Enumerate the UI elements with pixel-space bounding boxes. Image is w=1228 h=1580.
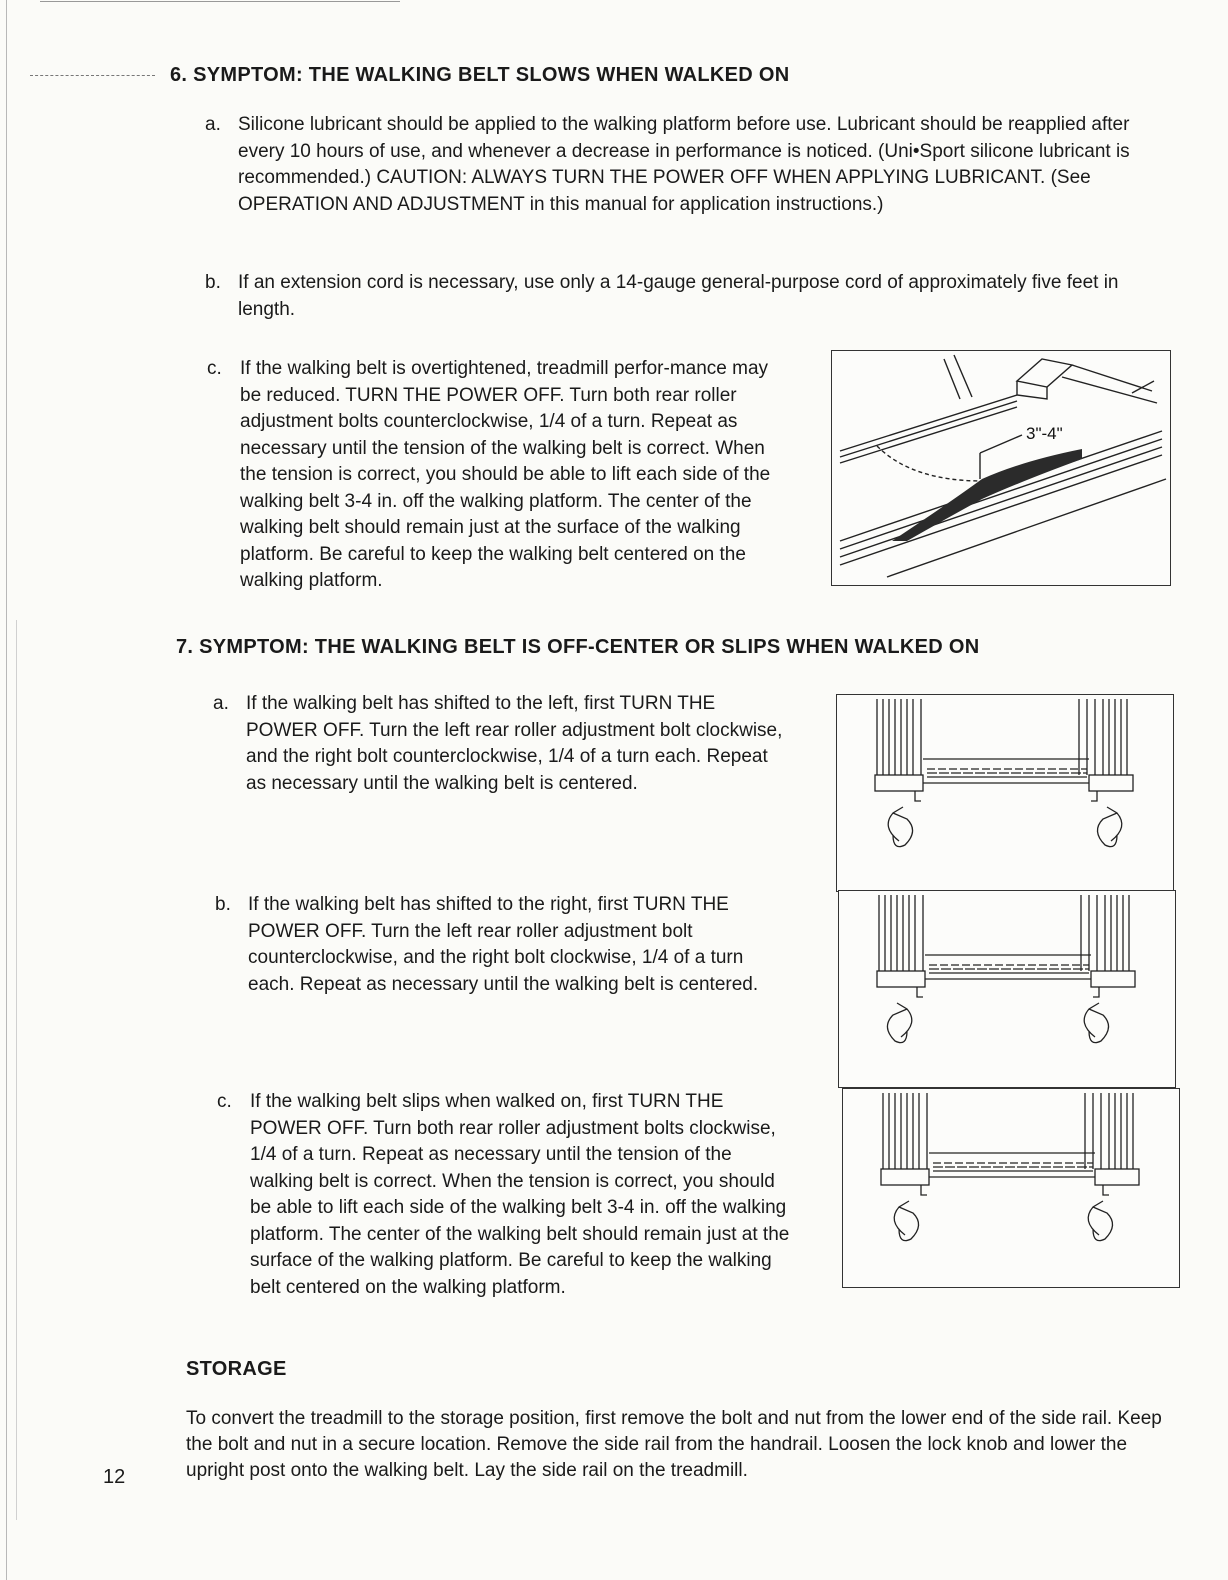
roller-adjust-figure-a — [836, 694, 1174, 892]
item-letter: b. — [205, 272, 221, 293]
item-letter: a. — [213, 693, 229, 714]
section-6-item-a — [205, 112, 1173, 218]
item-text: If the walking belt is overtightened, treadmill perfor-mance may be reduced. TURN THE POWER OFF. Turn both rear roller adjustment bolts counterclockwise, 1/4 of a turn. Repeat as necessary until the tension of the walking belt is correct. When the tension is correct, you should be able to lift each side of the walking belt 3-4 in. off the walking platform. The center of the walking belt should remain just at the surface of the walking platform. Be careful to keep the walking belt centered on the walking platform. — [240, 358, 771, 591]
section-7-item-a — [213, 691, 791, 797]
section-7-heading: 7. SYMPTOM: THE WALKING BELT IS OFF-CENTER OR SLIPS WHEN WALKED ON — [176, 636, 980, 658]
section-7-item-c — [217, 1089, 800, 1301]
item-letter: c. — [217, 1091, 232, 1112]
roller-illustration-a — [837, 695, 1173, 891]
belt-tension-figure — [831, 350, 1171, 586]
storage-text: To convert the treadmill to the storage position, first remove the bolt and nut from the lower end of the side rail. Keep the bolt and nut in a secure location. Remove the side rail from the handrail. Loosen the lock knob and lower the upright post onto the walking belt. Lay the side rail on the treadmill. — [186, 1408, 1162, 1481]
roller-illustration-c — [843, 1089, 1179, 1287]
section-6-item-b — [205, 270, 1168, 323]
belt-tension-illustration — [832, 351, 1170, 585]
item-text: If the walking belt has shifted to the left, first TURN THE POWER OFF. Turn the left rear roller adjustment bolt clockwise, and the right bolt counterclockwise, 1/4 of a turn each. Repeat as necessary until the walking belt is centered. — [246, 693, 783, 794]
scan-dash-mark — [30, 75, 155, 76]
roller-illustration-b — [839, 891, 1175, 1087]
storage-heading: STORAGE — [186, 1358, 287, 1380]
figure-measure-label: 3"-4" — [1026, 424, 1063, 443]
item-text: If an extension cord is necessary, use only a 14-gauge general-purpose cord of approximately five feet in length. — [238, 272, 1119, 320]
section-6-item-c — [207, 356, 790, 595]
item-letter: b. — [215, 894, 231, 915]
section-6-heading: 6. SYMPTOM: THE WALKING BELT SLOWS WHEN WALKED ON — [170, 64, 790, 86]
scan-top-rule — [40, 1, 400, 2]
roller-adjust-figure-b — [838, 890, 1176, 1088]
section-7-item-b — [215, 892, 778, 998]
lifted-belt-shape — [892, 449, 1082, 541]
item-text: If the walking belt slips when walked on, first TURN THE POWER OFF. Turn both rear roller adjustment bolts clockwise, 1/4 of a turn. Repeat as necessary until the tension of the walking belt is correct. When the tension is correct, you should be able to lift each side of the walking belt 3-4 in. off the walking platform. The center of the walking belt should remain just at the surface of the walking platform. Be careful to keep the walking belt centered on the walking platform. — [250, 1091, 790, 1298]
page-number: 12 — [103, 1466, 126, 1488]
scan-edge-line-inner — [16, 620, 17, 1520]
roller-adjust-figure-c — [842, 1088, 1180, 1288]
item-text: If the walking belt has shifted to the right, first TURN THE POWER OFF. Turn the left rear roller adjustment bolt counterclockwise, and the right bolt clockwise, 1/4 of a turn each. Repeat as necessary until the walking belt is centered. — [248, 894, 759, 995]
item-letter: a. — [205, 114, 221, 135]
scan-edge-line — [6, 0, 7, 1580]
item-text: Silicone lubricant should be applied to the walking platform before use. Lubricant should be reapplied after every 10 hours of use, and whenever a decrease in performance is noticed. (Uni•Sport silicone lubricant is recommended.) CAUTION: ALWAYS TURN THE POWER OFF WHEN APPLYING LUBRICANT. (See OPERATION AND ADJUSTMENT in this manual for application instructions.) — [238, 114, 1130, 215]
item-letter: c. — [207, 358, 222, 379]
